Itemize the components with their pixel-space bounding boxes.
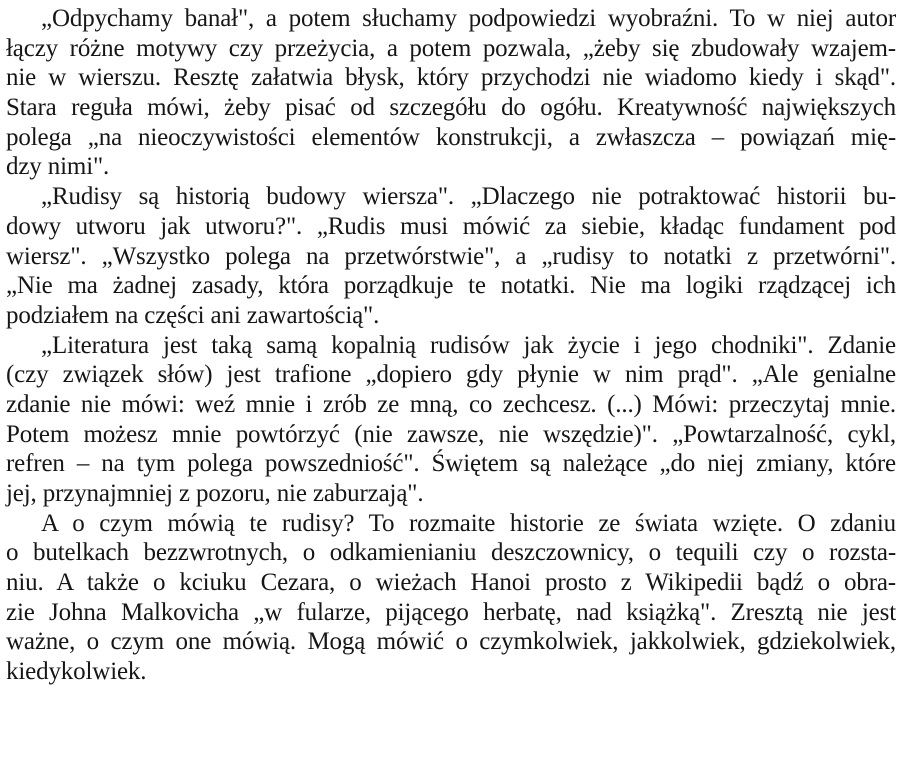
text-line: dowy utworu jak utworu?". „Rudis musi mówić za siebie, kładąc fundament pod: [6, 212, 896, 240]
text-line: Stara reguła mówi, żeby pisać od szczegółu do ogółu. Kreatywność największych: [6, 94, 896, 122]
text-line: kiedykolwiek.: [6, 658, 147, 686]
document-page: [6, 4, 896, 687]
paragraph-3: [6, 331, 896, 509]
text-line: zdanie nie mówi: weź mnie i zrób ze mną, co zechcesz. (...) Mówi: przeczytaj mnie.: [6, 390, 896, 418]
text-line: zie Johna Malkovicha „w fularze, pijącego herbatę, nad książką". Zresztą nie jest: [6, 598, 896, 626]
text-line: refren – na tym polega powszedniość". Świętem są należące „do niej zmiany, które: [6, 450, 896, 478]
text-line: nie w wierszu. Resztę załatwia błysk, który przychodzi nie wiadomo kiedy i skąd".: [6, 64, 896, 92]
text-line: podziałem na części ani zawartością".: [6, 301, 380, 329]
text-line: (czy związek słów) jest trafione „dopiero gdy płynie w nim prąd". „Ale genialne: [6, 361, 896, 389]
paragraph-2: [6, 182, 896, 330]
paragraph-4: [6, 509, 896, 687]
text-line: „Rudisy są historią budowy wiersza". „Dlaczego nie potraktować historii bu-: [41, 183, 896, 211]
text-line: polega „na nieoczywistości elementów konstrukcji, a zwłaszcza – powiązań mię-: [6, 123, 896, 151]
text-line: ważne, o czym one mówią. Mogą mówić o czymkolwiek, jakkolwiek, gdziekolwiek,: [6, 628, 896, 656]
text-line: wiersz". „Wszystko polega na przetwórstwie", a „rudisy to notatki z przetwórni".: [6, 242, 896, 270]
text-line: dzy nimi".: [6, 153, 110, 181]
text-line: łączy różne motywy czy przeżycia, a potem pozwala, „żeby się zbudowały wzajem-: [6, 34, 896, 62]
text-line: o butelkach bezzwrotnych, o odkamienianiu deszczownicy, o tequili czy o rozsta-: [6, 539, 896, 567]
text-line: „Odpychamy banał", a potem słuchamy podpowiedzi wyobraźni. To w niej autor: [41, 5, 896, 32]
paragraph-1: [6, 4, 896, 182]
text-line: jej, przynajmniej z pozoru, nie zaburzają".: [6, 480, 424, 507]
text-line: „Nie ma żadnej zasady, która porządkuje te notatki. Nie ma logiki rządzącej ich: [6, 272, 896, 300]
text-line: niu. A także o kciuku Cezara, o wieżach Hanoi prosto z Wikipedii bądź o obra-: [6, 569, 896, 597]
text-line: „Literatura jest taką samą kopalnią rudisów jak życie i jego chodniki". Zdanie: [41, 331, 896, 359]
text-line: A o czym mówią te rudisy? To rozmaite historie ze świata wzięte. O zdaniu: [41, 509, 896, 537]
text-line: Potem możesz mnie powtórzyć (nie zawsze, nie wszędzie)". „Powtarzalność, cykl,: [6, 420, 896, 448]
